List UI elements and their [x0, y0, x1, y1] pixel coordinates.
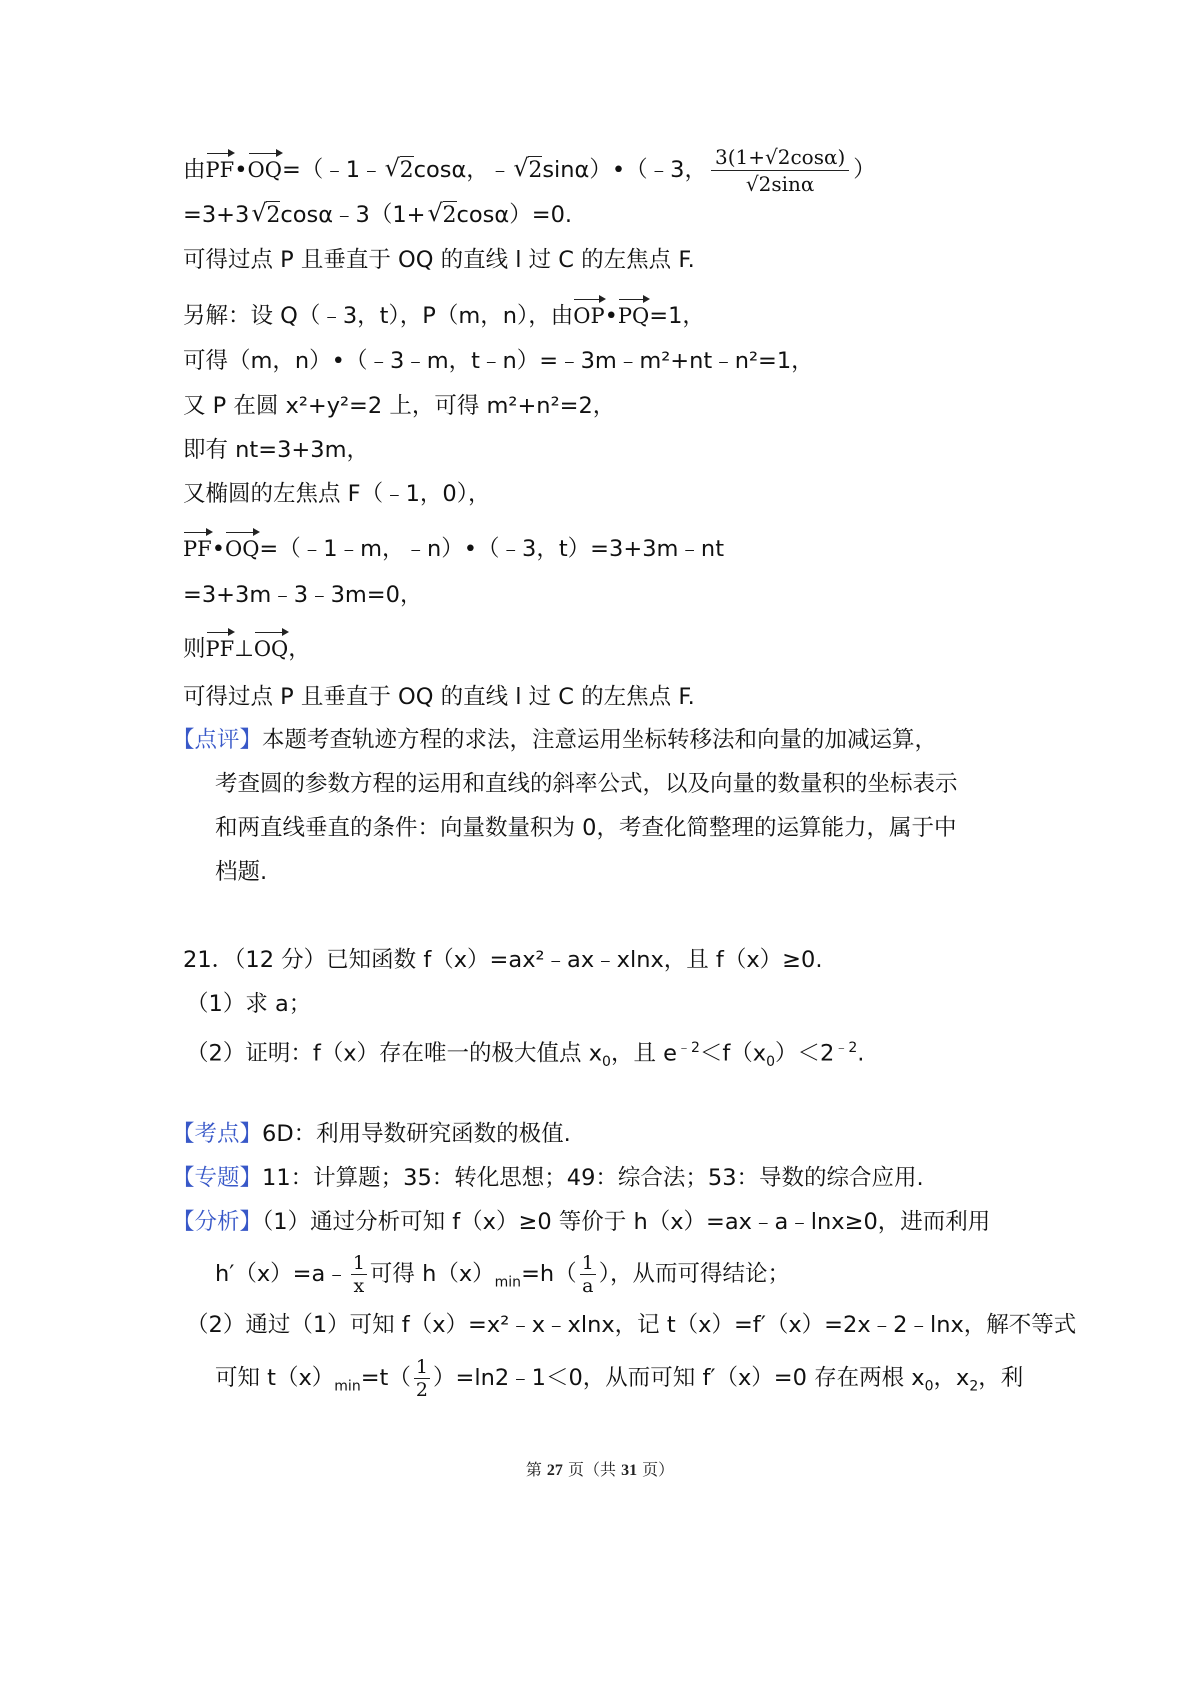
sqrt-2 — [251, 201, 280, 231]
dot-operator: • — [604, 303, 618, 329]
radicand: 2 — [266, 203, 281, 228]
topic-tag: 【专题】 — [172, 1165, 263, 1191]
numerator: 1 — [581, 1252, 594, 1274]
question-21-part-2 — [186, 1033, 864, 1077]
fraction — [414, 1356, 430, 1401]
comment-line-1 — [172, 725, 937, 755]
text: 可知 t（x） — [215, 1365, 335, 1391]
comment-line-2: 考查圆的参数方程的运用和直线的斜率公式，以及向量的数量积的坐标表示 — [215, 771, 958, 797]
dot-operator: • — [211, 536, 225, 562]
vector-oq: OQ — [254, 630, 288, 664]
superscript: ﹣2 — [676, 1040, 700, 1056]
text: ），从而可得结论； — [598, 1261, 791, 1287]
subscript: 0 — [602, 1054, 611, 1070]
text: 由 — [183, 157, 206, 183]
denominator: a — [582, 1275, 594, 1297]
numerator: 1 — [352, 1252, 365, 1274]
alt-solution-line-2: 可得（m，n）•（﹣3﹣m，t﹣n）=﹣3m﹣m²+nt﹣n²=1， — [183, 348, 814, 374]
radicand: 2 — [399, 158, 414, 183]
vector-pf: PF — [206, 630, 235, 664]
total-pages: 31 — [621, 1462, 638, 1479]
question-21-part-1: （1）求 a； — [186, 991, 312, 1017]
alt-solution-line-5: 又椭圆的左焦点 F（﹣1，0）， — [183, 481, 491, 507]
alt-solution-line-8 — [183, 630, 311, 664]
text: 本题考查轨迹方程的求法，注意运用坐标转移法和向量的加减运算， — [262, 727, 938, 753]
text: cosα﹣3（1+ — [280, 202, 426, 228]
solution-line-1 — [183, 144, 876, 197]
analysis-line-1 — [172, 1207, 990, 1237]
vector-pq: PQ — [618, 297, 649, 331]
radicand: 2 — [528, 158, 543, 183]
knowledge-point-tag: 【考点】 — [172, 1121, 263, 1147]
text: 则 — [183, 636, 206, 662]
text: cosα，﹣ — [413, 157, 512, 183]
page-number: 27 — [546, 1462, 563, 1479]
sqrt-2 — [513, 156, 542, 186]
text: ，且 e — [610, 1040, 677, 1067]
text: （2）证明：f（x）存在唯一的极大值点 x — [186, 1040, 603, 1067]
text: h′（x）=a﹣ — [215, 1261, 348, 1287]
subscript: 0 — [924, 1378, 934, 1395]
denominator: x — [353, 1275, 365, 1297]
knowledge-point — [172, 1119, 571, 1149]
superscript: ﹣2 — [834, 1040, 858, 1056]
numerator: 3(1+√2cosα) — [711, 144, 849, 171]
vector-pf: PF — [183, 530, 212, 564]
comment-line-3: 和两直线垂直的条件：向量数量积为 0，考查化简整理的运算能力，属于中 — [215, 815, 957, 841]
analysis-line-3: （2）通过（1）可知 f（x）=x²﹣x﹣xlnx，记 t（x）=f′（x）=2x﹣2﹣lnx，解不等式 — [186, 1312, 1077, 1338]
text: ，x — [933, 1365, 970, 1391]
denominator: 2 — [415, 1379, 428, 1401]
footer-text: 第 — [525, 1460, 547, 1479]
text: =3+3 — [183, 202, 250, 228]
vector-op: OP — [573, 297, 604, 331]
subscript: 0 — [766, 1054, 776, 1070]
topic — [172, 1163, 924, 1193]
text: =1， — [649, 303, 705, 329]
text: . — [857, 1040, 865, 1067]
text: 6D：利用导数研究函数的极值. — [262, 1121, 571, 1147]
alt-solution-line-3: 又 P 在圆 x²+y²=2 上，可得 m²+n²=2， — [183, 393, 616, 419]
text: ＜f（x — [699, 1040, 767, 1067]
text: cosα）=0. — [456, 202, 573, 228]
radicand: 2 — [442, 203, 457, 228]
solution-line-3: 可得过点 P 且垂直于 OQ 的直线 l 过 C 的左焦点 F. — [183, 247, 695, 273]
question-21-title: 21．（12 分）已知函数 f（x）=ax²﹣ax﹣xlnx，且 f（x）≥0. — [183, 947, 823, 973]
fraction — [351, 1252, 367, 1297]
comment-line-4: 档题. — [215, 859, 268, 885]
text: ，利 — [978, 1365, 1024, 1391]
text: 另解：设 Q（﹣3，t），P（m，n），由 — [183, 303, 574, 329]
text: ）＜2 — [775, 1040, 835, 1067]
text: =（﹣1﹣m，﹣n）•（﹣3，t）=3+3m﹣nt — [259, 536, 725, 562]
text: =h（ — [521, 1261, 577, 1287]
fraction — [580, 1252, 596, 1297]
analysis-line-4 — [215, 1356, 1023, 1402]
denominator: √2sinα — [745, 172, 815, 196]
alt-solution-line-9: 可得过点 P 且垂直于 OQ 的直线 l 过 C 的左焦点 F. — [183, 684, 695, 710]
vector-oq: OQ — [248, 151, 282, 185]
text: sinα）•（﹣3， — [542, 157, 707, 183]
analysis-line-2 — [215, 1252, 790, 1298]
text: ）=ln2﹣1＜0，从而可知 f′（x）=0 存在两根 x — [432, 1365, 925, 1391]
perpendicular-symbol: ⊥ — [234, 636, 254, 662]
analysis-tag: 【分析】 — [172, 1209, 263, 1235]
dot-operator: • — [234, 157, 248, 183]
sqrt-2 — [385, 156, 414, 186]
footer-text: 页） — [637, 1460, 675, 1479]
fraction — [711, 144, 849, 197]
alt-solution-line-4: 即有 nt=3+3m， — [183, 437, 369, 463]
text: 11：计算题；35：转化思想；49：综合法；53：导数的综合应用. — [262, 1165, 924, 1191]
alt-solution-line-7: =3+3m﹣3﹣3m=0， — [183, 582, 423, 608]
footer-text: 页（共 — [562, 1460, 622, 1479]
numerator: 1 — [415, 1356, 428, 1378]
subscript: 2 — [969, 1378, 979, 1395]
text: ， — [288, 636, 311, 662]
text: 可得 h（x） — [369, 1261, 495, 1287]
vector-pf: PF — [206, 151, 235, 185]
comment-tag: 【点评】 — [172, 727, 263, 753]
text: ） — [853, 157, 876, 183]
alt-solution-line-1 — [183, 297, 705, 331]
subscript: min — [494, 1274, 522, 1291]
text: （1）通过分析可知 f（x）≥0 等价于 h（x）=ax﹣a﹣lnx≥0，进而利用 — [262, 1209, 991, 1235]
vector-oq: OQ — [225, 530, 259, 564]
solution-line-2 — [183, 200, 572, 231]
text: =（﹣1﹣ — [281, 157, 383, 183]
sqrt-2 — [428, 201, 457, 231]
subscript: min — [334, 1378, 361, 1395]
alt-solution-line-6 — [183, 530, 724, 564]
text: =t（ — [360, 1365, 411, 1391]
page-footer — [0, 1457, 1200, 1480]
